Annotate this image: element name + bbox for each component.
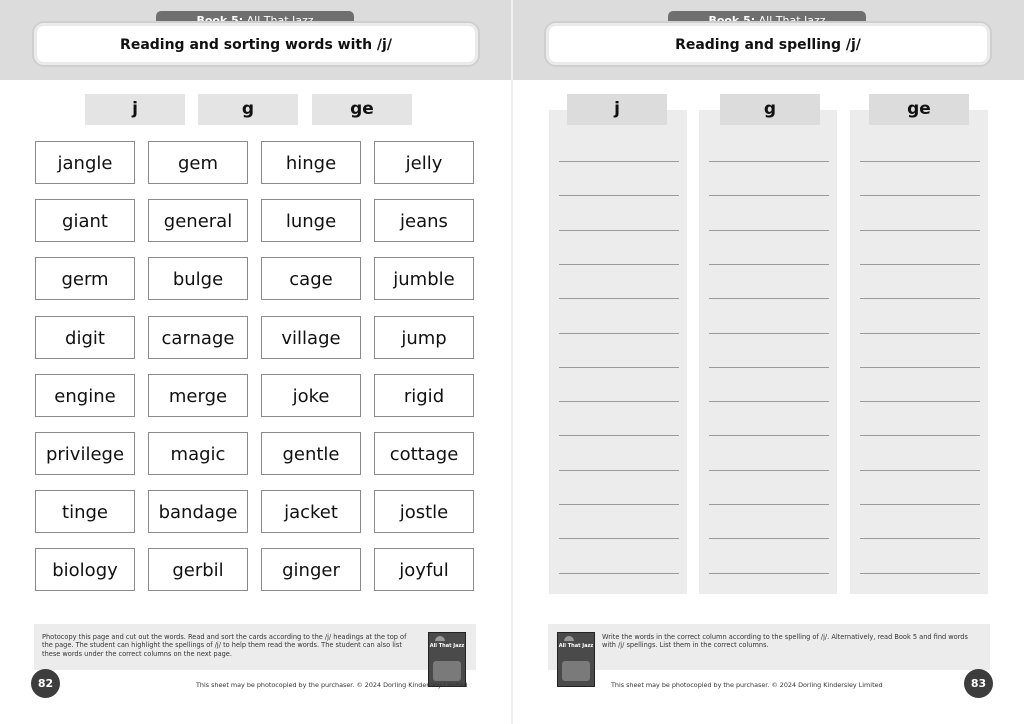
book-cover-image (557, 632, 595, 687)
writing-line (709, 435, 829, 436)
writing-line (709, 333, 829, 334)
instructions-note (548, 624, 990, 670)
writing-line (709, 230, 829, 231)
copyright-footer: This sheet may be photocopied by the purchaser. © 2024 Dorling Kindersley Limited (196, 681, 468, 689)
writing-line (559, 264, 679, 265)
writing-line (559, 435, 679, 436)
word-card: gerbil (148, 548, 248, 591)
word-card: village (261, 316, 361, 359)
writing-line (559, 161, 679, 162)
spelling-column-g (699, 110, 837, 594)
word-card: gem (148, 141, 248, 184)
book-cover-image (428, 632, 466, 687)
sort-header-ge: ge (312, 94, 412, 125)
writing-line (860, 264, 980, 265)
word-card: bandage (148, 490, 248, 533)
cover-title: All That Jazz (558, 643, 594, 649)
page-number: 82 (31, 669, 60, 698)
column-header-g: g (720, 94, 820, 125)
spelling-column-ge (850, 110, 988, 594)
word-card: magic (148, 432, 248, 475)
writing-line (860, 367, 980, 368)
right-page (512, 0, 1024, 724)
word-card: jostle (374, 490, 474, 533)
word-card: ginger (261, 548, 361, 591)
word-card: tinge (35, 490, 135, 533)
column-header-j: j (567, 94, 667, 125)
writing-line (709, 573, 829, 574)
writing-line (860, 298, 980, 299)
writing-line (559, 230, 679, 231)
writing-line (709, 401, 829, 402)
sort-header-g: g (198, 94, 298, 125)
copyright-footer: This sheet may be photocopied by the purchaser. © 2024 Dorling Kindersley Limited (611, 681, 883, 689)
word-card: jacket (261, 490, 361, 533)
writing-line (559, 333, 679, 334)
writing-line (860, 573, 980, 574)
spelling-column-j (549, 110, 687, 594)
word-card: rigid (374, 374, 474, 417)
writing-line (860, 195, 980, 196)
page-number: 83 (964, 669, 993, 698)
word-card: jeans (374, 199, 474, 242)
cover-title: All That Jazz (429, 643, 465, 649)
cover-band-figures (562, 661, 590, 681)
writing-line (860, 401, 980, 402)
word-card: joyful (374, 548, 474, 591)
writing-line (559, 367, 679, 368)
sort-header-j: j (85, 94, 185, 125)
writing-line (559, 504, 679, 505)
word-card: jumble (374, 257, 474, 300)
cover-spotlight (435, 636, 445, 641)
writing-line (709, 195, 829, 196)
writing-line (860, 504, 980, 505)
word-card: general (148, 199, 248, 242)
page-title: Reading and spelling /j/ (544, 21, 992, 67)
cover-band-figures (433, 661, 461, 681)
writing-line (559, 470, 679, 471)
word-card: germ (35, 257, 135, 300)
writing-line (860, 470, 980, 471)
word-card: hinge (261, 141, 361, 184)
writing-line (559, 401, 679, 402)
word-card: engine (35, 374, 135, 417)
word-card: joke (261, 374, 361, 417)
column-header-ge: ge (869, 94, 969, 125)
writing-line (860, 230, 980, 231)
page-title: Reading and sorting words with /j/ (32, 21, 480, 67)
writing-line (709, 504, 829, 505)
writing-line (559, 195, 679, 196)
word-card: jump (374, 316, 474, 359)
word-card: jelly (374, 141, 474, 184)
word-card: cottage (374, 432, 474, 475)
writing-line (559, 298, 679, 299)
word-card: giant (35, 199, 135, 242)
word-card: cage (261, 257, 361, 300)
cover-spotlight (564, 636, 574, 641)
writing-line (709, 264, 829, 265)
instructions-note (34, 624, 476, 670)
word-card: jangle (35, 141, 135, 184)
instructions-text: Photocopy this page and cut out the words. Read and sort the cards according to the /j/ headings at the top of the page. The student can highlight the spellings of /j/ to help them read the words. The student can also list these words under the correct columns on the next page. (42, 633, 407, 658)
word-card: bulge (148, 257, 248, 300)
instructions-text: Write the words in the correct column according to the spelling of /j/. Alternatively, read Book 5 and find words with /j/ spellings. List them in the correct columns. (602, 633, 968, 650)
word-card: carnage (148, 316, 248, 359)
writing-line (860, 435, 980, 436)
writing-line (709, 367, 829, 368)
word-card: gentle (261, 432, 361, 475)
writing-line (559, 573, 679, 574)
writing-line (709, 538, 829, 539)
word-card: merge (148, 374, 248, 417)
word-card: digit (35, 316, 135, 359)
writing-line (860, 161, 980, 162)
writing-line (709, 470, 829, 471)
word-card: lunge (261, 199, 361, 242)
writing-line (559, 538, 679, 539)
writing-line (860, 538, 980, 539)
writing-line (709, 298, 829, 299)
word-card: biology (35, 548, 135, 591)
writing-line (860, 333, 980, 334)
writing-line (709, 161, 829, 162)
word-card: privilege (35, 432, 135, 475)
